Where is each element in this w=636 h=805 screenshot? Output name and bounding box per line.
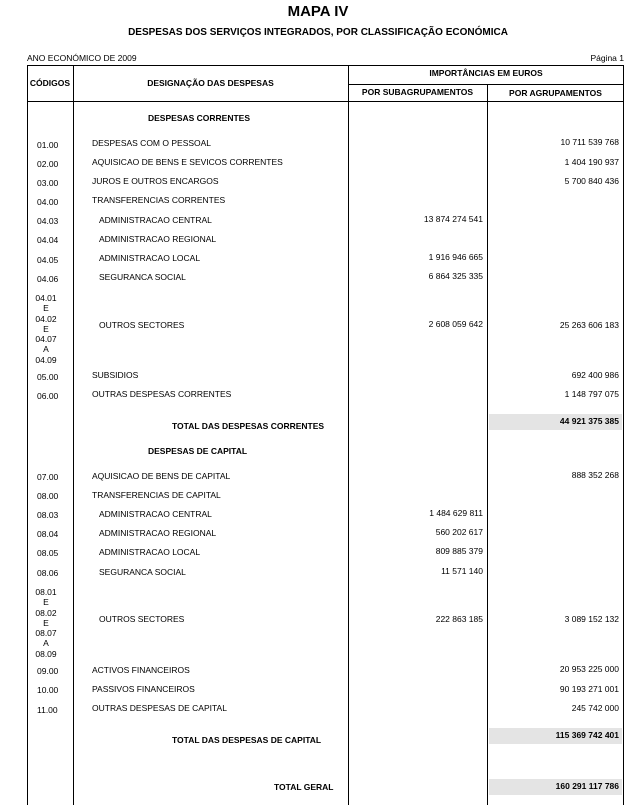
row-desc: SUBSIDIOS [92, 370, 139, 380]
row-desc: ADMINISTRACAO REGIONAL [99, 234, 217, 244]
col-border-left [27, 65, 28, 805]
row-by-subgroup: 1 484 629 811 [429, 508, 483, 518]
row-code: 08.03 [37, 510, 59, 520]
row-code: 04.04 [37, 235, 59, 245]
row-by-subgroup: 809 885 379 [435, 546, 483, 556]
row-code: 01.00 [37, 140, 59, 150]
col-border-desc [348, 65, 349, 805]
header-designation: DESIGNAÇÃO DAS DESPESAS [147, 78, 274, 88]
row-by-subgroup: 222 863 185 [435, 614, 483, 624]
row-desc: SEGURANCA SOCIAL [99, 567, 186, 577]
total-capital-label: TOTAL DAS DESPESAS DE CAPITAL [172, 735, 322, 745]
row-desc: OUTRAS DESPESAS DE CAPITAL [92, 703, 227, 713]
header-codes: CÓDIGOS [29, 78, 71, 88]
row-by-subgroup: 13 874 274 541 [423, 214, 483, 224]
row-code: 04.03 [37, 216, 59, 226]
row-by-group: 25 263 606 183 [559, 320, 619, 330]
row-desc: ADMINISTRACAO CENTRAL [99, 509, 212, 519]
row-desc: TRANSFERENCIAS DE CAPITAL [92, 490, 221, 500]
row-by-subgroup: 560 202 617 [435, 527, 483, 537]
grand-total-label: TOTAL GERAL [274, 782, 334, 792]
row-code-range: 04.01 E 04.02 E 04.07 A 04.09 [35, 293, 57, 365]
row-by-subgroup: 2 608 059 642 [428, 319, 483, 329]
section-heading-capital: DESPESAS DE CAPITAL [148, 446, 248, 456]
row-by-group: 5 700 840 436 [564, 176, 619, 186]
row-by-group: 10 711 539 768 [560, 137, 619, 147]
row-code: 09.00 [37, 666, 59, 676]
header-by-subgroup: POR SUBAGRUPAMENTOS [361, 87, 474, 97]
header-bottom-border [27, 101, 624, 102]
row-by-group: 245 742 000 [571, 703, 619, 713]
table-top-border [27, 65, 624, 66]
row-code: 04.05 [37, 255, 59, 265]
row-desc: ADMINISTRACAO CENTRAL [99, 215, 212, 225]
row-desc: TRANSFERENCIAS CORRENTES [92, 195, 226, 205]
row-code: 08.05 [37, 548, 59, 558]
row-code: 06.00 [37, 391, 59, 401]
row-desc: OUTRAS DESPESAS CORRENTES [92, 389, 232, 399]
row-desc: ADMINISTRACAO REGIONAL [99, 528, 217, 538]
row-by-group: 1 148 797 075 [564, 389, 619, 399]
row-by-subgroup: 1 916 946 665 [428, 252, 483, 262]
header-split-line [348, 84, 624, 85]
row-code: 05.00 [37, 372, 59, 382]
row-desc: PASSIVOS FINANCEIROS [92, 684, 195, 694]
row-code: 08.04 [37, 529, 59, 539]
row-by-subgroup: 11 571 140 [441, 566, 483, 576]
row-desc: OUTROS SECTORES [99, 320, 185, 330]
row-by-group: 3 089 152 132 [564, 614, 619, 624]
row-desc: DESPESAS COM O PESSOAL [92, 138, 212, 148]
col-border-codes [73, 65, 74, 805]
page-subtitle: DESPESAS DOS SERVIÇOS INTEGRADOS, POR CLASSIFICAÇÃO ECONÓMICA [128, 27, 508, 38]
col-border-sub [487, 84, 488, 805]
total-current-label: TOTAL DAS DESPESAS CORRENTES [172, 421, 325, 431]
page-title: MAPA IV [287, 3, 349, 20]
grand-total-value: 160 291 117 786 [555, 781, 619, 791]
header-by-group: POR AGRUPAMENTOS [509, 88, 602, 98]
col-border-right [623, 65, 624, 805]
row-by-group: 90 193 271 001 [559, 684, 619, 694]
row-by-group: 1 404 190 937 [564, 157, 619, 167]
page-number: Página 1 [590, 53, 624, 63]
row-code-range: 08.01 E 08.02 E 08.07 A 08.09 [35, 587, 57, 659]
row-desc: AQUISICAO DE BENS DE CAPITAL [92, 471, 231, 481]
row-code: 08.06 [37, 568, 59, 578]
row-code: 08.00 [37, 491, 59, 501]
total-capital-value: 115 369 742 401 [555, 730, 619, 740]
row-desc: ADMINISTRACAO LOCAL [99, 547, 201, 557]
row-desc: ADMINISTRACAO LOCAL [99, 253, 201, 263]
row-by-group: 692 400 986 [571, 370, 619, 380]
row-code: 04.06 [37, 274, 59, 284]
row-desc: SEGURANCA SOCIAL [99, 272, 186, 282]
row-by-subgroup: 6 864 325 335 [428, 271, 483, 281]
section-heading-current: DESPESAS CORRENTES [148, 113, 251, 123]
row-desc: JUROS E OUTROS ENCARGOS [92, 176, 219, 186]
header-amounts: IMPORTÂNCIAS EM EUROS [429, 68, 543, 78]
total-current-value: 44 921 375 385 [559, 416, 619, 426]
row-code: 07.00 [37, 472, 59, 482]
row-code: 10.00 [37, 685, 59, 695]
fiscal-year: ANO ECONÓMICO DE 2009 [27, 53, 137, 63]
row-code: 11.00 [37, 705, 58, 715]
row-code: 04.00 [37, 197, 59, 207]
row-desc: ACTIVOS FINANCEIROS [92, 665, 190, 675]
row-code: 03.00 [37, 178, 59, 188]
row-by-group: 888 352 268 [571, 470, 619, 480]
row-desc: AQUISICAO DE BENS E SEVICOS CORRENTES [92, 157, 283, 167]
row-by-group: 20 953 225 000 [559, 664, 619, 674]
row-desc: OUTROS SECTORES [99, 614, 185, 624]
row-code: 02.00 [37, 159, 59, 169]
